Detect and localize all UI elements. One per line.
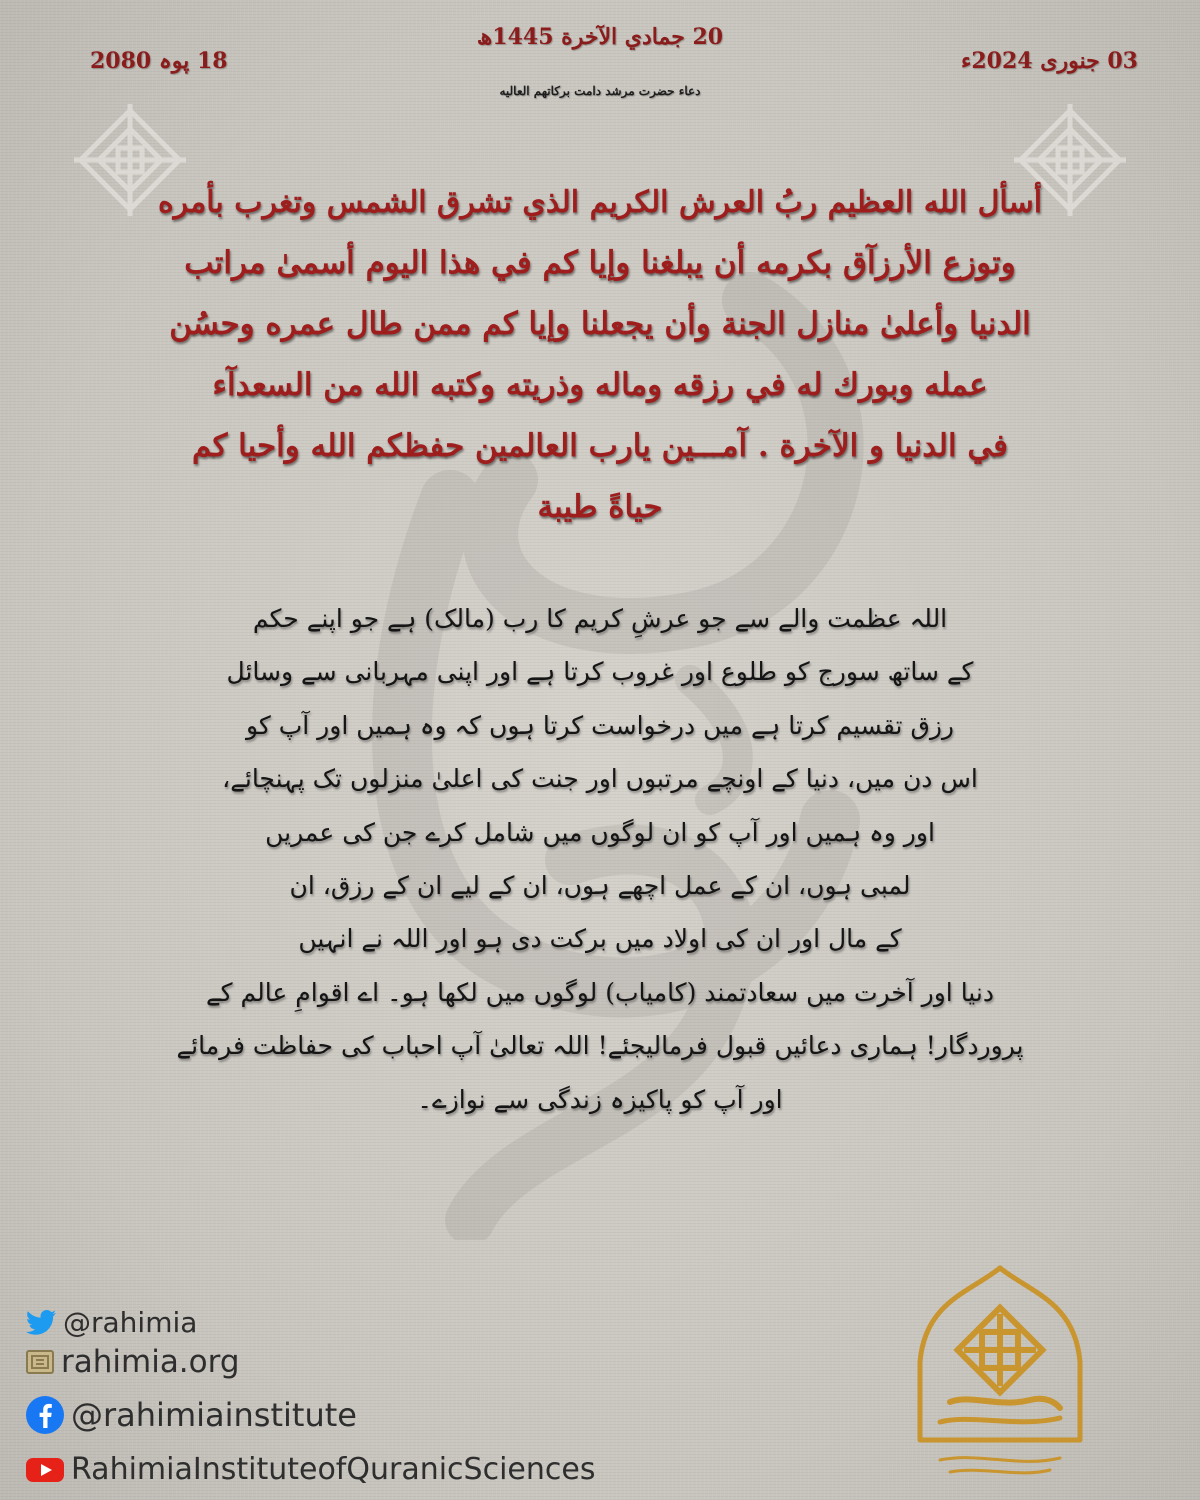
globe-icon xyxy=(25,1349,55,1375)
urdu-line: دنیا اور آخرت میں سعادتمند (کامیاب) لوگوں میں لکھا ہو۔ اے اقوامِ عالم کے xyxy=(206,977,994,1007)
urdu-line: کے ساتھ سورج کو طلوع اور غروب کرتا ہے اور اپنی مہربانی سے وسائل xyxy=(226,657,974,687)
urdu-line: اور وہ ہمیں اور آپ کو ان لوگوں میں شامل کرے جن کی عمریں xyxy=(265,817,935,847)
urdu-translation xyxy=(150,592,1050,1126)
bikrami-date: 18 پوہ 2080 xyxy=(90,48,228,74)
arabic-line: الدنيا وأعلىٰ منازل الجنة وأن يجعلنا وإيا كم ممن طال عمره وحسُن xyxy=(169,306,1031,342)
arabic-line: أسأل الله العظيم ربُ العرش الكريم الذي تشرق الشمس وتغرب بأمره xyxy=(157,185,1043,220)
urdu-line: لمبی ہوں، ان کے عمل اچھے ہوں، ان کے لیے ان کے رزق، ان xyxy=(289,870,911,900)
facebook-link[interactable] xyxy=(25,1395,357,1435)
hijri-date: 20 جمادي الآخرة 1445ھ xyxy=(476,24,724,50)
urdu-line: رزق تقسیم کرتا ہے میں درخواست کرتا ہوں کہ وہ ہمیں اور آپ کو xyxy=(245,710,955,740)
arabic-line: حياةً طيبة xyxy=(537,489,663,525)
website-link[interactable] xyxy=(25,1344,240,1380)
facebook-handle: @rahimiainstitute xyxy=(71,1396,357,1434)
urdu-line: اس دن میں، دنیا کے اونچے مرتبوں اور جنت کی اعلیٰ منزلوں تک پہنچائے، xyxy=(222,764,978,794)
website-url: rahimia.org xyxy=(61,1344,240,1380)
urdu-line: اللہ عظمت والے سے جو عرشِ کریم کا رب (مالک) ہے جو اپنے حکم xyxy=(252,604,948,633)
youtube-link[interactable] xyxy=(25,1452,595,1487)
twitter-handle: @rahimia xyxy=(63,1306,198,1339)
facebook-icon xyxy=(25,1395,65,1435)
arabic-line: في الدنيا و الآخرة . آمـــين يارب العالمين حفظكم الله وأحيا كم xyxy=(191,428,1009,464)
arabic-line: عمله وبورك له في رزقه وماله وذريته وكتبه الله من السعدآء xyxy=(212,367,988,403)
arabic-prayer xyxy=(145,172,1055,538)
twitter-icon xyxy=(25,1309,57,1337)
urdu-line: پروردگار! ہماری دعائیں قبول فرمالیجئے! اللہ تعالیٰ آپ احباب کی حفاظت فرمائے xyxy=(176,1031,1024,1061)
page-title: دعاء حضرت مرشد دامت بركاتهم العاليه xyxy=(499,84,701,98)
urdu-line: کے مال اور ان کی اولاد میں برکت دی ہو اور اللہ نے انہیں xyxy=(298,924,902,954)
rahimia-logo xyxy=(910,1262,1090,1484)
twitter-link[interactable] xyxy=(25,1306,197,1339)
youtube-channel: RahimiaInstituteofQuranicSciences xyxy=(71,1452,596,1487)
urdu-line: اور آپ کو پاکیزہ زندگی سے نوازے۔ xyxy=(417,1084,783,1114)
youtube-icon xyxy=(25,1456,65,1484)
gregorian-date: 03 جنوری 2024ء xyxy=(961,48,1138,74)
arabic-line: وتوزع الأرزآق بكرمه أن يبلغنا وإيا كم في هذا اليوم أسمىٰ مراتب xyxy=(184,245,1016,281)
